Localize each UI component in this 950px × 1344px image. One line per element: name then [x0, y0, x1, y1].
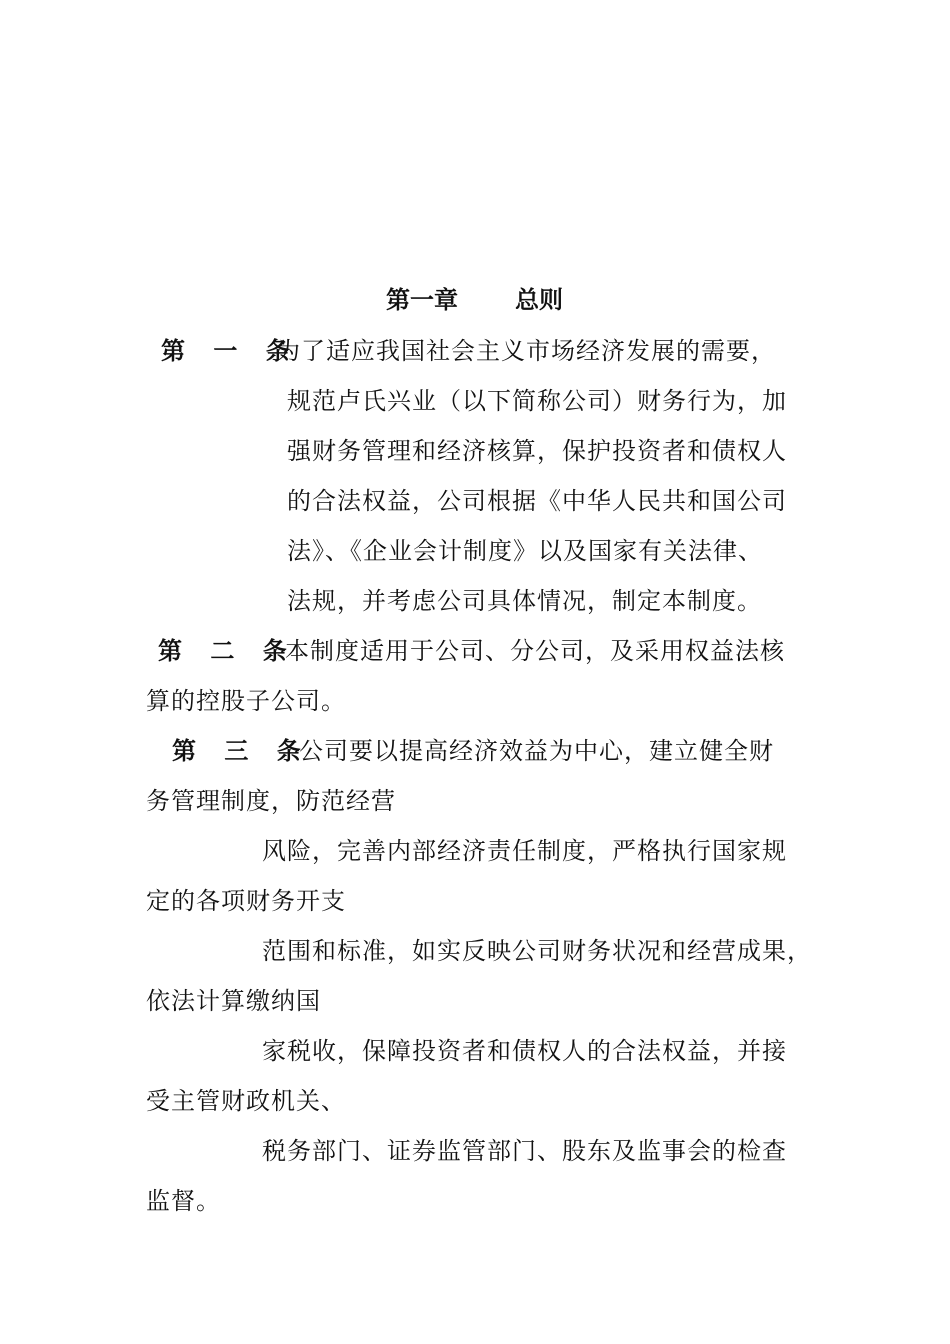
article-3-line-9: 税务部门、证券监管部门、股东及监事会的检查 — [262, 1137, 787, 1165]
article-2-label: 第 二 条 — [158, 637, 297, 665]
chapter-number: 第一章 — [386, 286, 458, 314]
article-3-line-10: 监督。 — [146, 1187, 221, 1215]
article-1-line-5: 法》、《企业会计制度》以及国家有关法律、 — [287, 537, 763, 565]
article-3-line-6: 依法计算缴纳国 — [146, 987, 321, 1015]
article-2-line-1: 本制度适用于公司、分公司，及采用权益法核 — [285, 637, 785, 665]
article-2-line-2: 算的控股子公司。 — [146, 687, 346, 715]
article-1-line-3: 强财务管理和经济核算，保护投资者和债权人 — [287, 437, 787, 465]
article-3-line-4: 定的各项财务开支 — [146, 887, 346, 915]
article-3-line-7: 家税收，保障投资者和债权人的合法权益，并接 — [262, 1037, 787, 1065]
article-1-label: 第 一 条 — [161, 337, 300, 365]
article-3-line-1: 公司要以提高经济效益为中心，建立健全财 — [299, 737, 774, 765]
article-3-line-8: 受主管财政机关、 — [146, 1087, 346, 1115]
article-1-line-1: 为了适应我国社会主义市场经济发展的需要， — [276, 337, 776, 365]
article-3-line-2: 务管理制度，防范经营 — [146, 787, 396, 815]
article-1-line-4: 的合法权益，公司根据《中华人民共和国公司 — [287, 487, 787, 515]
article-3-line-3: 风险，完善内部经济责任制度，严格执行国家规 — [262, 837, 787, 865]
chapter-name: 总则 — [515, 286, 563, 314]
article-1-line-6: 法规，并考虑公司具体情况，制定本制度。 — [287, 587, 762, 615]
article-3-line-5: 范围和标准，如实反映公司财务状况和经营成果， — [262, 937, 812, 965]
article-3-label: 第 三 条 — [172, 737, 311, 765]
article-1-line-2: 规范卢氏兴业（以下简称公司）财务行为，加 — [287, 387, 787, 415]
